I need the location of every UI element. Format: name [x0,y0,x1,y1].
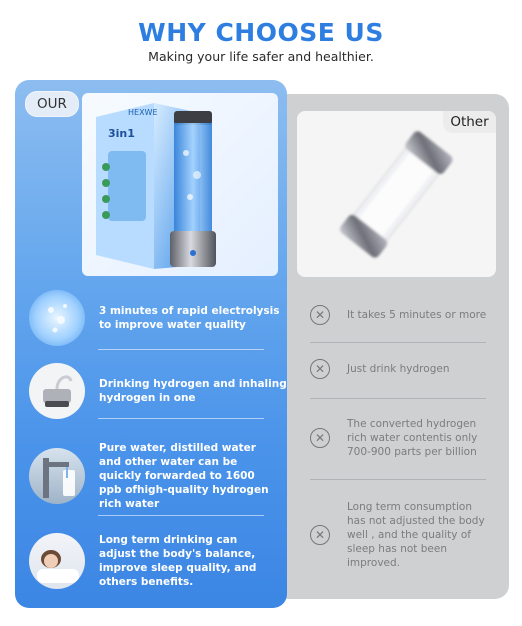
other-label-tag: Other [443,111,496,133]
our-row-text: Pure water, distilled water and other water can be quickly forwarded to 1600 ppb ofhigh-quality hydrogen rich water [99,442,269,510]
water-tap-icon [29,448,85,504]
our-row-4 [29,533,277,589]
our-row-text: Drinking hydrogen and inhaling hydrogen in one [99,378,287,404]
other-row-4 [310,500,490,570]
x-circle-icon: ✕ [310,359,330,379]
box-brand: HEXWE [128,108,158,117]
divider [310,479,486,480]
other-row-text: The converted hydrogen rich water contentis only 700-900 parts per billion [347,418,478,458]
our-row-text: Long term drinking can adjust the body's balance, improve sleep quality, and others benefits. [99,534,257,588]
our-label-tag: OUR [25,91,79,117]
other-row-3 [310,417,486,459]
our-product-image [82,93,278,276]
other-row-2 [310,359,500,379]
our-row-1 [29,290,287,346]
divider [98,418,264,419]
divider [310,342,486,343]
our-row-2 [29,363,287,419]
sleeping-woman-icon [29,533,85,589]
other-row-text: It takes 5 minutes or more [347,309,487,321]
inhaler-device-icon [29,363,85,419]
our-row-text: 3 minutes of rapid electrolysis to improve water quality [99,305,280,331]
other-row-text: Long term consumption has not adjusted the body well , and the quality of sleep has not been improved. [347,501,485,569]
other-bottle-icon [297,111,496,277]
other-row-1 [310,305,500,325]
our-row-3 [29,441,277,511]
divider [98,515,264,516]
other-row-text: Just drink hydrogen [347,363,450,375]
x-circle-icon: ✕ [310,305,330,325]
electrolysis-bubbles-icon [29,290,85,346]
divider [310,398,486,399]
page-title: WHY CHOOSE US [138,18,384,47]
page-subtitle: Making your life safer and healthier. [148,49,374,64]
hydrogen-bottle-icon [82,93,278,276]
divider [98,349,264,350]
x-circle-icon: ✕ [310,525,330,545]
other-product-image [297,111,496,277]
x-circle-icon: ✕ [310,428,330,448]
box-label: 3in1 [108,127,135,140]
